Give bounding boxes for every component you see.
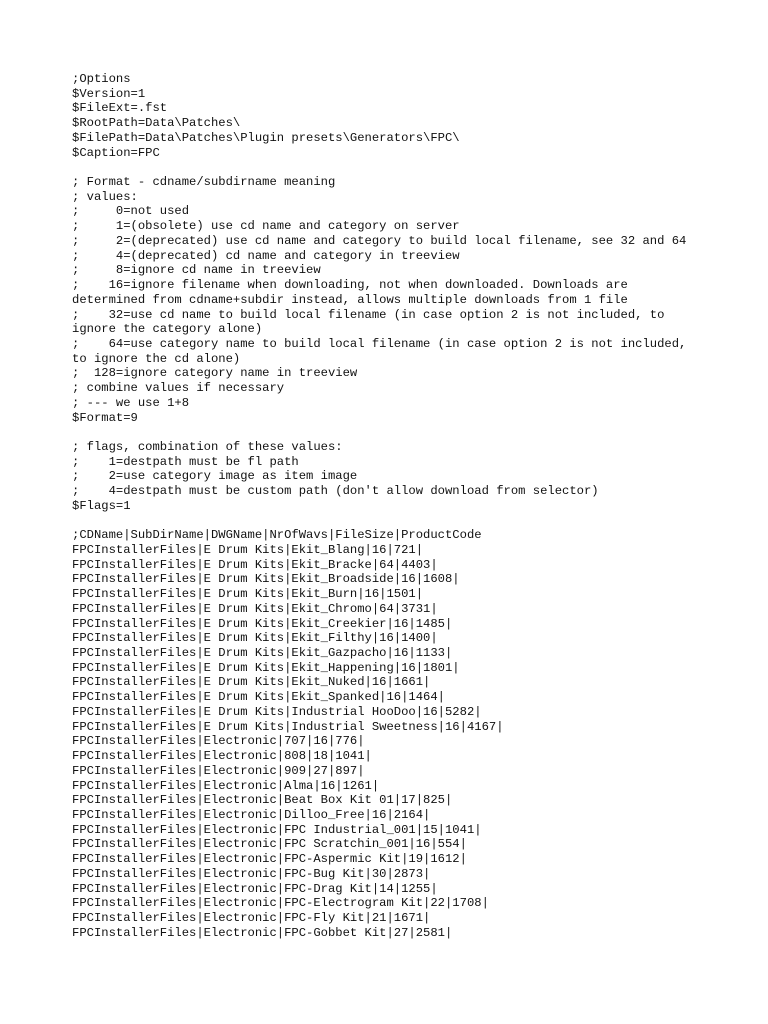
- text-line: ; 0=not used: [72, 204, 190, 219]
- text-line: FPCInstallerFiles|Electronic|FPC-Aspermic Kit|19|1612|: [72, 852, 467, 867]
- text-line: FPCInstallerFiles|Electronic|707|16|776|: [72, 734, 365, 749]
- text-line: FPCInstallerFiles|Electronic|FPC-Electrogram Kit|22|1708|: [72, 896, 489, 911]
- text-line: ; 2=(deprecated) use cd name and category to build local filename, see 32 and 64: [72, 233, 687, 248]
- text-line: FPCInstallerFiles|Electronic|Alma|16|1261|: [72, 778, 380, 793]
- text-line: FPCInstallerFiles|E Drum Kits|Ekit_Broadside|16|1608|: [72, 572, 460, 587]
- text-line: FPCInstallerFiles|E Drum Kits|Ekit_Creekier|16|1485|: [72, 616, 453, 631]
- text-line: FPCInstallerFiles|E Drum Kits|Industrial Sweetness|16|4167|: [72, 719, 504, 734]
- text-line: $RootPath=Data\Patches\: [72, 116, 241, 131]
- text-line: to ignore the cd alone): [72, 351, 241, 366]
- text-line: FPCInstallerFiles|E Drum Kits|Ekit_Gazpacho|16|1133|: [72, 646, 453, 661]
- text-line: FPCInstallerFiles|Electronic|FPC-Fly Kit|21|1671|: [72, 910, 431, 925]
- text-line: FPCInstallerFiles|Electronic|808|18|1041|: [72, 749, 372, 764]
- text-line: ; 16=ignore filename when downloading, not when downloaded. Downloads are: [72, 278, 628, 293]
- text-line: FPCInstallerFiles|E Drum Kits|Ekit_Happening|16|1801|: [72, 660, 460, 675]
- text-line: FPCInstallerFiles|Electronic|FPC-Drag Kit|14|1255|: [72, 881, 438, 896]
- text-line: ; values:: [72, 189, 138, 204]
- text-line: FPCInstallerFiles|E Drum Kits|Ekit_Filthy|16|1400|: [72, 631, 438, 646]
- text-line: ; flags, combination of these values:: [72, 439, 343, 454]
- text-line: FPCInstallerFiles|E Drum Kits|Ekit_Blang|16|721|: [72, 543, 424, 557]
- text-line: FPCInstallerFiles|E Drum Kits|Ekit_Burn|16|1501|: [72, 587, 424, 602]
- text-line: ; 1=(obsolete) use cd name and category on server: [72, 219, 460, 234]
- text-line: FPCInstallerFiles|Electronic|Beat Box Kit 01|17|825|: [72, 793, 453, 808]
- text-line: $Version=1: [72, 86, 146, 101]
- text-line: $Format=9: [72, 410, 138, 425]
- text-line: FPCInstallerFiles|E Drum Kits|Ekit_Nuked|16|1661|: [72, 675, 431, 690]
- text-line: FPCInstallerFiles|Electronic|FPC-Bug Kit|30|2873|: [72, 866, 431, 881]
- text-line: ; Format - cdname/subdirname meaning: [72, 175, 336, 190]
- text-line: $FilePath=Data\Patches\Plugin presets\Generators\FPC\: [72, 130, 460, 145]
- text-line: FPCInstallerFiles|Electronic|Dilloo_Free|16|2164|: [72, 807, 431, 822]
- text-line: $Flags=1: [72, 498, 131, 513]
- text-line: FPCInstallerFiles|E Drum Kits|Ekit_Bracke|64|4403|: [72, 557, 438, 572]
- text-line: ignore the category alone): [72, 322, 263, 337]
- text-line: $Caption=FPC: [72, 145, 160, 160]
- text-line: FPCInstallerFiles|E Drum Kits|Ekit_Spanked|16|1464|: [72, 690, 445, 705]
- text-line: [72, 514, 712, 529]
- text-line: FPCInstallerFiles|Electronic|909|27|897|: [72, 763, 365, 778]
- text-line: ;Options: [72, 72, 131, 86]
- text-line: ; 8=ignore cd name in treeview: [72, 263, 321, 278]
- text-line: determined from cdname+subdir instead, allows multiple downloads from 1 file: [72, 292, 628, 307]
- text-line: ; 1=destpath must be fl path: [72, 454, 299, 469]
- text-line: ; 64=use category name to build local filename (in case option 2 is not included,: [72, 336, 687, 351]
- text-line: FPCInstallerFiles|E Drum Kits|Industrial HooDoo|16|5282|: [72, 704, 482, 719]
- text-line: [72, 160, 712, 175]
- text-line: FPCInstallerFiles|E Drum Kits|Ekit_Chromo|64|3731|: [72, 601, 438, 616]
- text-line: ; 2=use category image as item image: [72, 469, 358, 484]
- text-line: ; --- we use 1+8: [72, 395, 190, 410]
- text-line: FPCInstallerFiles|Electronic|FPC-Gobbet Kit|27|2581|: [72, 925, 453, 940]
- text-line: ; 32=use cd name to build local filename (in case option 2 is not included, to: [72, 307, 665, 322]
- text-line: FPCInstallerFiles|Electronic|FPC Industrial_001|15|1041|: [72, 822, 482, 837]
- text-line: ; 4=(deprecated) cd name and category in treeview: [72, 248, 460, 263]
- text-line: [72, 425, 712, 440]
- text-line: $FileExt=.fst: [72, 101, 168, 116]
- text-line: ; 128=ignore category name in treeview: [72, 366, 358, 381]
- text-line: FPCInstallerFiles|Electronic|FPC Scratchin_001|16|554|: [72, 837, 467, 852]
- text-line: ; 4=destpath must be custom path (don't allow download from selector): [72, 484, 599, 499]
- document-text: [72, 72, 712, 940]
- text-line: ; combine values if necessary: [72, 381, 285, 396]
- text-line: ;CDName|SubDirName|DWGName|NrOfWavs|FileSize|ProductCode: [72, 528, 482, 543]
